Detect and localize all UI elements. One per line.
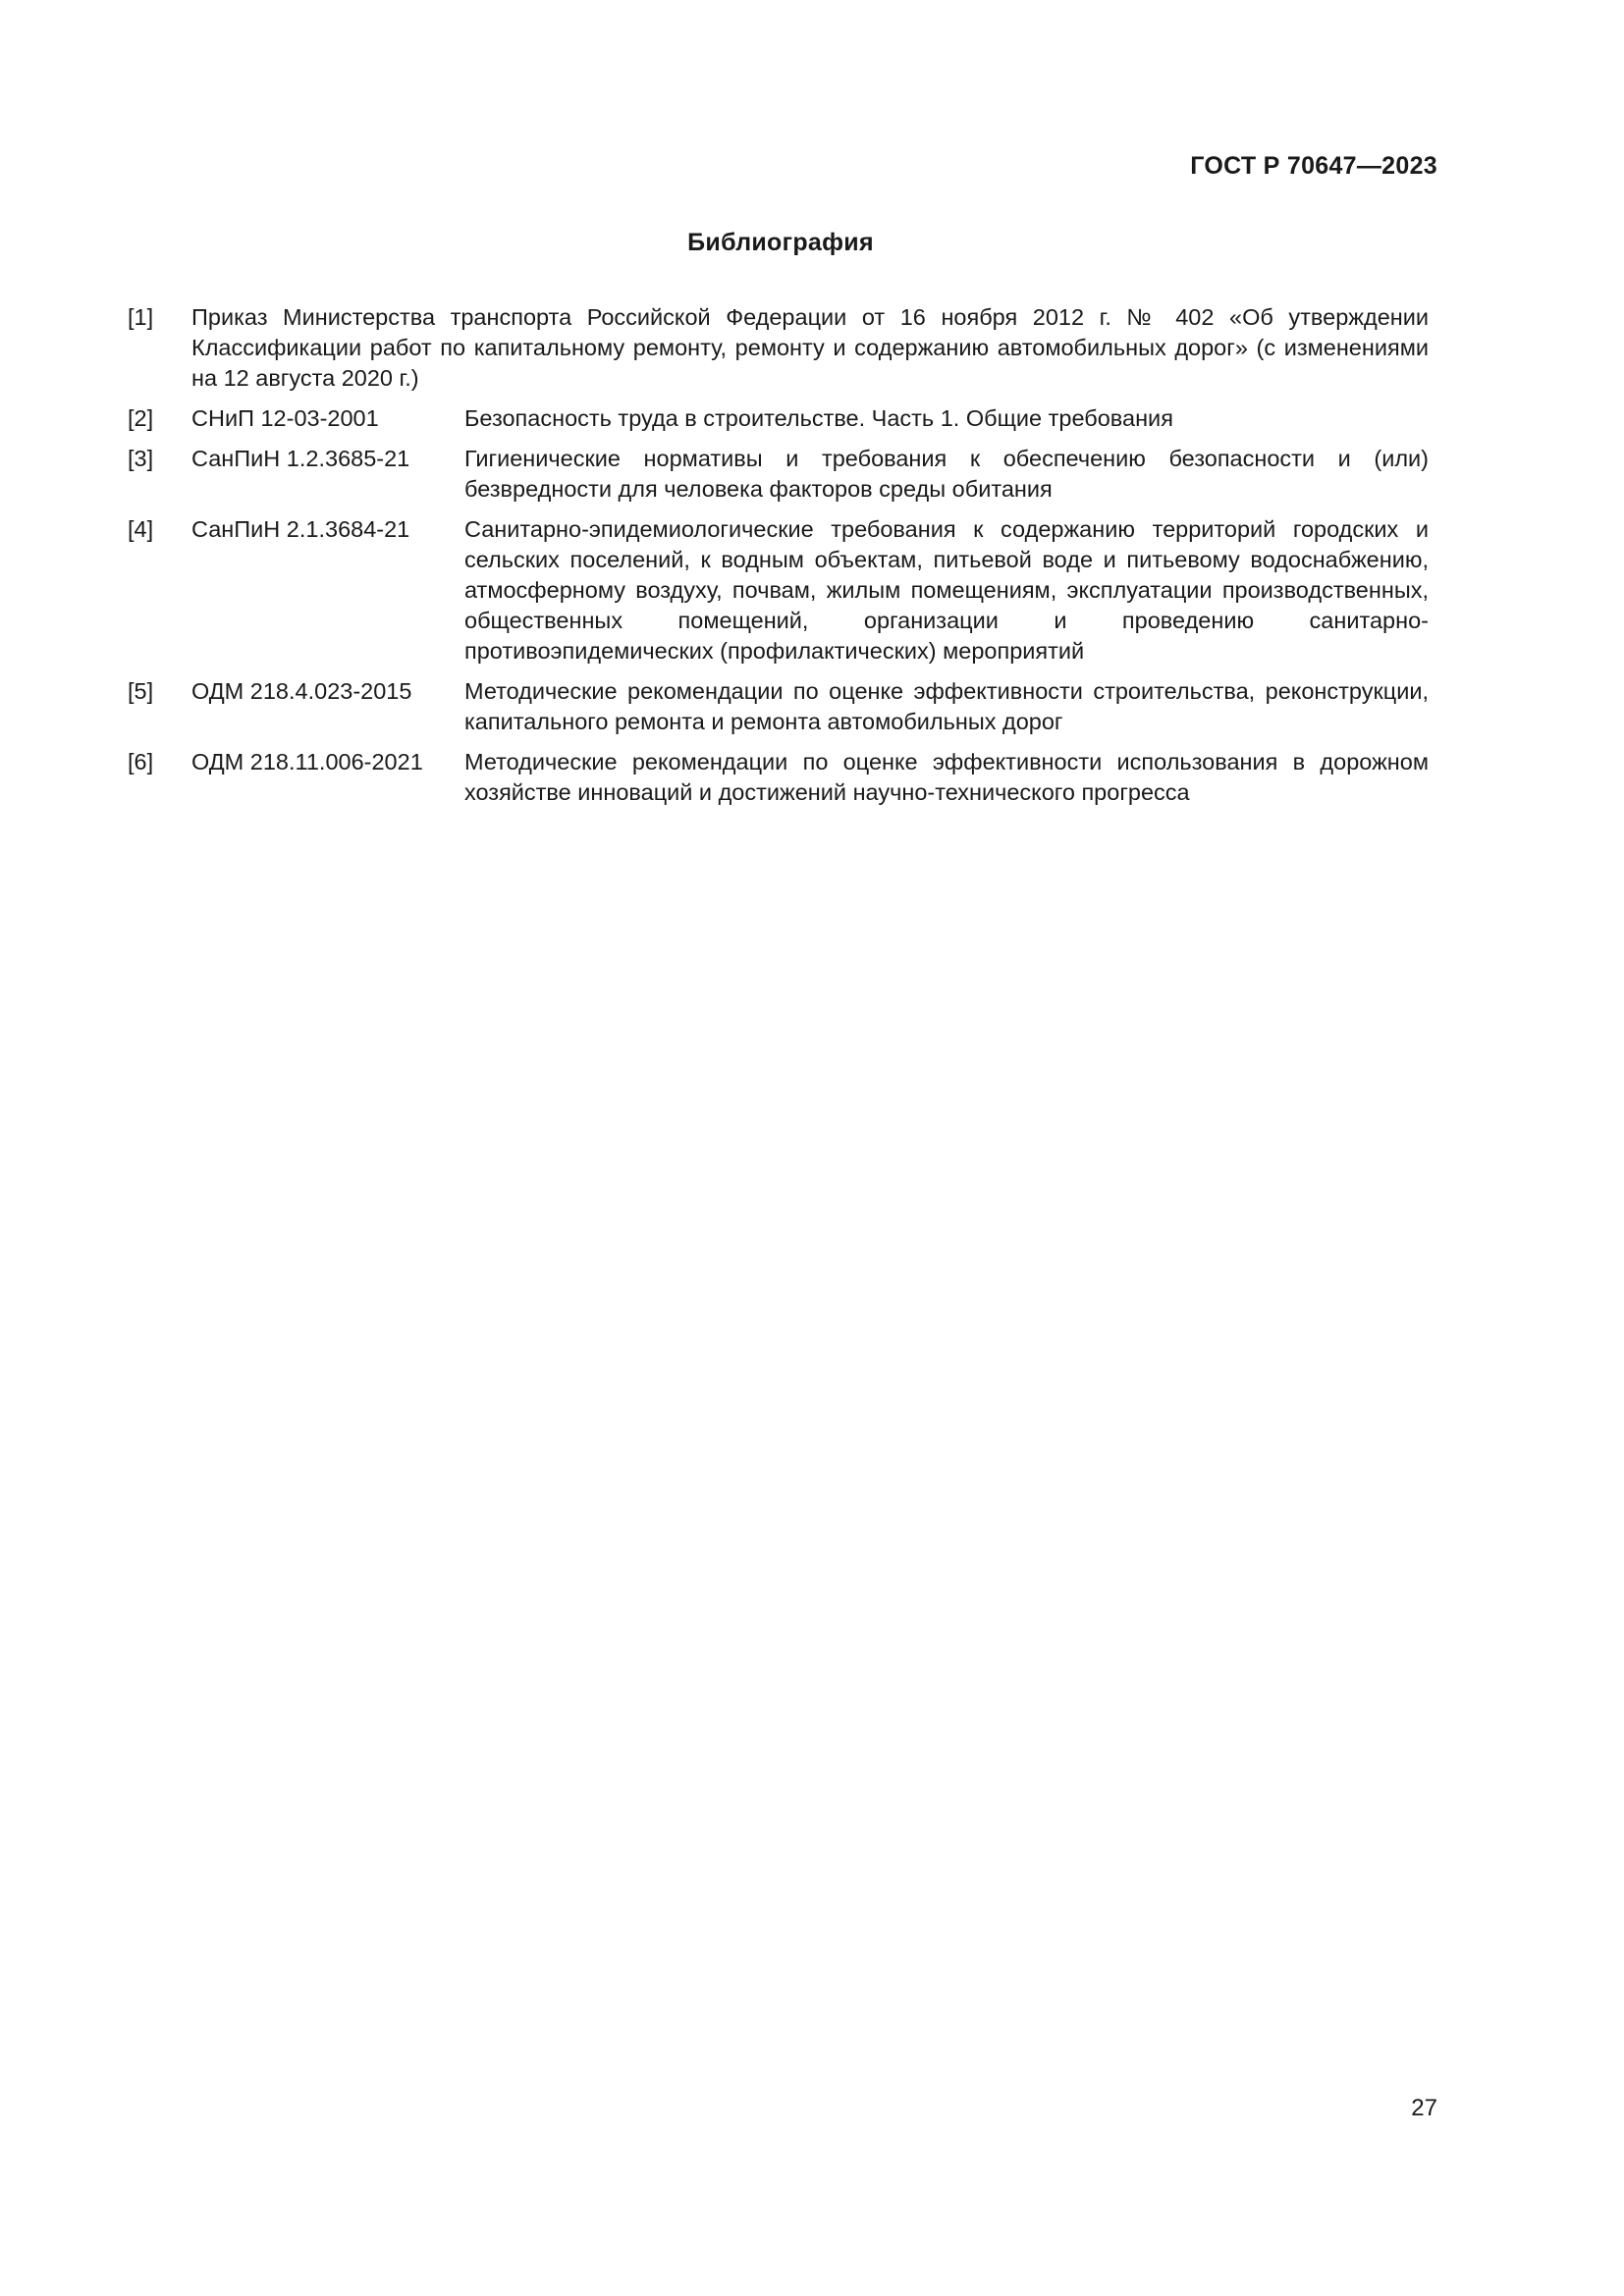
entry-number: [5]: [128, 678, 154, 704]
bibliography-entry: [128, 302, 1429, 394]
entry-text: Гигиенические нормативы и требования к обеспечению безопасности и (или) безвредности для человека факторов среды обитания: [464, 446, 1429, 502]
entry-number: [1]: [128, 304, 154, 330]
page-number: 27: [1411, 2095, 1437, 2121]
entry-text: Безопасность труда в строительстве. Часть 1. Общие требования: [464, 405, 1173, 431]
entry-number: [3]: [128, 446, 154, 471]
bibliography-entry: [128, 747, 1429, 808]
bibliography-list: [128, 302, 1429, 818]
bibliography-title: Библиография: [687, 229, 874, 256]
entry-code: СанПиН 2.1.3684-21: [191, 516, 410, 542]
entry-number: [4]: [128, 516, 154, 542]
bibliography-entry: [128, 514, 1429, 667]
bibliography-entry: [128, 676, 1429, 737]
entry-text: Приказ Министерства транспорта Российской Федерации от 16 ноября 2012 г. № 402 «Об утверждении Классификации работ по капитальному ремонту, ремонту и содержанию автомобильных дорог» (с изменениями на 12 августа 2020 г.): [191, 304, 1429, 391]
entry-code: ОДМ 218.11.006-2021: [191, 749, 423, 774]
bibliography-entry: [128, 403, 1429, 434]
entry-text: Санитарно-эпидемиологические требования к содержанию территорий городских и сельских поселений, к водным объектам, питьевой воде и питьевому водоснабжению, атмосферному воздуху, почвам, жилым помещениям, эксплуатации производственных, общественных помещений, организации и проведению санитарно-противоэпидемических (профилактических) мероприятий: [464, 516, 1429, 664]
entry-code: СанПиН 1.2.3685-21: [191, 446, 410, 471]
entry-text: Методические рекомендации по оценке эффективности строительства, реконструкции, капитального ремонта и ремонта автомобильных дорог: [464, 678, 1429, 734]
entry-number: [6]: [128, 749, 154, 774]
document-id: ГОСТ Р 70647—2023: [1190, 152, 1437, 180]
entry-code: СНиП 12-03-2001: [191, 405, 379, 431]
entry-text: Методические рекомендации по оценке эффективности использования в дорожном хозяйстве инноваций и достижений научно-технического прогресса: [464, 749, 1429, 805]
bibliography-entry: [128, 444, 1429, 505]
entry-number: [2]: [128, 405, 154, 431]
entry-code: ОДМ 218.4.023-2015: [191, 678, 412, 704]
